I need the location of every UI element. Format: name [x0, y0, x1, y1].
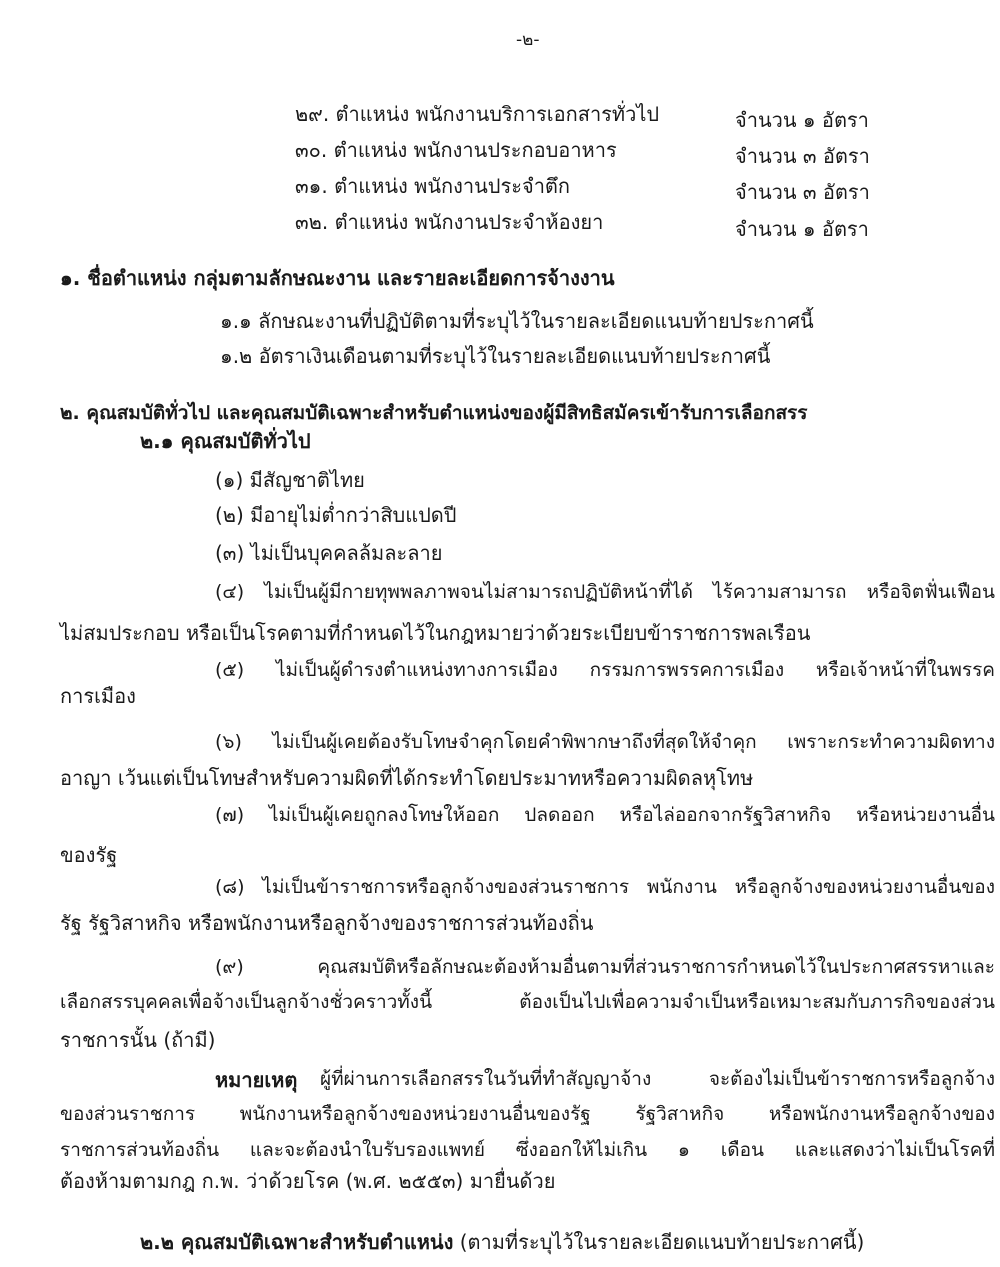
section-heading: ๒. คุณสมบัติทั่วไป และคุณสมบัติเฉพาะสำหรับตำแหน่งของผู้มีสิทธิสมัครเข้ารับการเลือกสรร — [60, 402, 808, 424]
qualification-continuation: ราชการนั้น (ถ้ามี) — [60, 1028, 216, 1052]
qualification-continuation: ของรัฐ — [60, 843, 118, 867]
section-item: ๑.๒ อัตราเงินเดือนตามที่ระบุไว้ในรายละเอียดแนบท้ายประกาศนี้ — [220, 344, 771, 368]
qualification-item: (๗) ไม่เป็นผู้เคยถูกลงโทษให้ออก ปลดออก หรือไล่ออกจากรัฐวิสาหกิจ หรือหน่วยงานอื่น — [215, 804, 995, 826]
qualification-item: (๑) มีสัญชาติไทย — [215, 468, 365, 492]
qualification-item: (๘) ไม่เป็นข้าราชการหรือลูกจ้างของส่วนราชการ พนักงาน หรือลูกจ้างของหน่วยงานอื่นของ — [215, 876, 995, 898]
qualification-continuation: อาญา เว้นแต่เป็นโทษสำหรับความผิดที่ได้กระทำโดยประมาทหรือความผิดลหุโทษ — [60, 766, 754, 790]
position-label: ๓๒. ตำแหน่ง พนักงานประจำห้องยา — [295, 210, 604, 234]
qualification-item: (๖) ไม่เป็นผู้เคยต้องรับโทษจำคุกโดยคำพิพากษาถึงที่สุดให้จำคุก เพราะกระทำความผิดทาง — [215, 731, 995, 753]
note-label: หมายเหตุ — [215, 1068, 298, 1092]
subsection-note: (ตามที่ระบุไว้ในรายละเอียดแนบท้ายประกาศนี้) — [453, 1230, 865, 1254]
note-text: ผู้ที่ผ่านการเลือกสรรในวันที่ทำสัญญาจ้าง จะต้องไม่เป็นข้าราชการหรือลูกจ้าง — [320, 1068, 995, 1090]
qualification-item: (๓) ไม่เป็นบุคคลล้มละลาย — [215, 541, 443, 565]
qualification-continuation: ไม่สมประกอบ หรือเป็นโรคตามที่กำหนดไว้ในกฎหมายว่าด้วยระเบียบข้าราชการพลเรือน — [60, 621, 811, 645]
subsection-title: ๒.๒ คุณสมบัติเฉพาะสำหรับตำแหน่ง — [140, 1230, 454, 1254]
qualification-item: (๔) ไม่เป็นผู้มีกายทุพพลภาพจนไม่สามารถปฏิบัติหน้าที่ได้ ไร้ความสามารถ หรือจิตฟั่นเฟือน — [215, 581, 995, 603]
subsection-heading — [140, 1232, 864, 1252]
position-label: ๓๐. ตำแหน่ง พนักงานประกอบอาหาร — [295, 138, 617, 162]
note-text: ราชการส่วนท้องถิ่น และจะต้องนำใบรับรองแพทย์ ซึ่งออกให้ไม่เกิน ๑ เดือน และแสดงว่าไม่เป็นโรคที่ — [60, 1139, 995, 1161]
position-count: จำนวน ๓ อัตรา — [735, 144, 870, 168]
section-heading: ๑. ชื่อตำแหน่ง กลุ่มตามลักษณะงาน และรายละเอียดการจ้างงาน — [60, 266, 615, 290]
position-label: ๒๙. ตำแหน่ง พนักงานบริการเอกสารทั่วไป — [295, 102, 660, 126]
position-count: จำนวน ๑ อัตรา — [735, 217, 869, 241]
qualification-continuation: เลือกสรรบุคคลเพื่อจ้างเป็นลูกจ้างชั่วคราวทั้งนี้ ต้องเป็นไปเพื่อความจำเป็นหรือเหมาะสมกับภารกิจของส่วน — [60, 991, 995, 1013]
position-count: จำนวน ๓ อัตรา — [735, 180, 870, 204]
section-item: ๑.๑ ลักษณะงานที่ปฏิบัติตามที่ระบุไว้ในรายละเอียดแนบท้ายประกาศนี้ — [220, 309, 814, 333]
position-count: จำนวน ๑ อัตรา — [735, 108, 869, 132]
page-number: -๒- — [516, 30, 540, 50]
qualification-continuation: รัฐ รัฐวิสาหกิจ หรือพนักงานหรือลูกจ้างของราชการส่วนท้องถิ่น — [60, 911, 594, 935]
qualification-item: (๙) คุณสมบัติหรือลักษณะต้องห้ามอื่นตามที่ส่วนราชการกำหนดไว้ในประกาศสรรหาและ — [215, 956, 995, 978]
position-label: ๓๑. ตำแหน่ง พนักงานประจำตึก — [295, 174, 571, 198]
subsection-heading: ๒.๑ คุณสมบัติทั่วไป — [140, 429, 311, 453]
note-text: ต้องห้ามตามกฎ ก.พ. ว่าด้วยโรค (พ.ศ. ๒๕๕๓) มายื่นด้วย — [60, 1169, 556, 1193]
qualification-item: (๕) ไม่เป็นผู้ดำรงตำแหน่งทางการเมือง กรรมการพรรคการเมือง หรือเจ้าหน้าที่ในพรรค — [215, 659, 995, 681]
qualification-continuation: การเมือง — [60, 684, 136, 708]
qualification-item: (๒) มีอายุไม่ต่ำกว่าสิบแปดปี — [215, 503, 457, 527]
note-text: ของส่วนราชการ พนักงานหรือลูกจ้างของหน่วยงานอื่นของรัฐ รัฐวิสาหกิจ หรือพนักงานหรือลูกจ้างของ — [60, 1103, 995, 1125]
